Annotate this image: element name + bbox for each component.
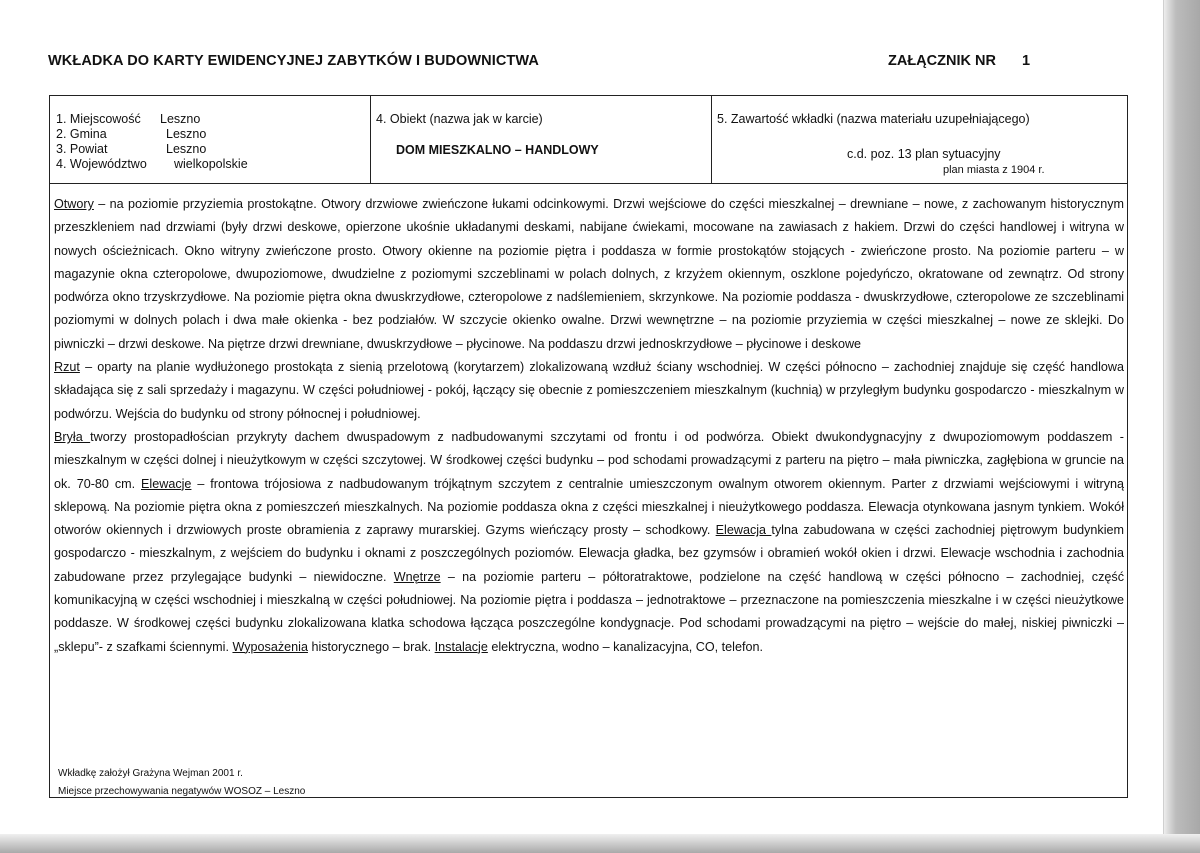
paragraph-rzut [54, 356, 1124, 426]
section-text: – na poziomie przyziemia prostokątne. Otwory drzwiowe zwieńczone łukami odcinkowymi. Drzwi wejściowe do części mieszkalnej – drewniane – nowe, z zachowanym historycznym przeszkleniem nad drzwiami (były drzwi deskowe, opierzone ukośnie układanymi deskami, nabijane ćwiekami, mocowane na zawiasach z hakiem. Drzwi do części handlowej i witryna w nowych ościeżnicach. Okno witryny zwieńczone prosto. Otwory okienne na poziomie piętra i poddasza w formie prostokątów stojących - zwieńczone prosto. Na poziomie parteru – w magazynie okna czteropolowe, dwupoziomowe, dwudzielne z poziomymi szczeblinami w polach dolnych, z krzyżem okiennym, oszklone pojedyńczo, okratowane od zewnątrz. Od strony podwórza okno trzyskrzydłowe. Na poziomie piętra okna dwuskrzydłowe, czteropolowe z nadślemieniem, skrzynkowe. Na poziomie poddasza - dwuskrzydłowe, czteropolowe ze szczeblinami poziomymi w dolnych polach i dwa małe okienka - bez podziałów. W szczycie okienko owalne. Drzwi wewnętrzne – na poziomie przyziemia w części mieszkalnej – nowe ze sklejki. Do piwniczki – drzwi deskowe. Na piętrze drzwi drewniane, dwuskrzydłowe – płycinowe. Na poddaszu drzwi jednoskrzydłowe – płycinowe i deskowe [54, 197, 1124, 351]
location-row [56, 127, 207, 142]
paragraph-bryla [54, 426, 1124, 659]
section-heading: Wyposażenia [232, 639, 308, 654]
negatives-location-line: Miejsce przechowywania negatywów WOSOZ – Leszno [58, 786, 306, 797]
contents-label: 5. Zawartość wkładki (nazwa materiału uzupełniającego) [717, 112, 1030, 126]
annex-label-text: ZAŁĄCZNIK NR [888, 53, 996, 69]
section-heading: Rzut [54, 360, 80, 375]
row-divider [50, 183, 1127, 184]
annex-number: 1 [1021, 53, 1031, 69]
location-value: wielkopolskie [174, 157, 248, 171]
section-heading: Elewacja [715, 523, 772, 538]
annex-label [888, 53, 1030, 69]
paragraph-otwory [54, 193, 1124, 356]
location-label: 1. Miejscowość [56, 112, 141, 126]
section-heading: Bryła [54, 429, 91, 444]
object-name: DOM MIESZKALNO – HANDLOWY [396, 143, 599, 157]
section-text: – na poziomie parteru – półtoratraktowe, podzielone na część handlową w części północno – zachodniej, część komunikacyjną w części wschodniej i mieszkalną w części południowej. Na poziomie piętra i poddasza – jednotraktowe – przeznaczone na pomieszczenia mieszkalne i w części nieużytkowe poddasze. W środkowej części budynku zlokalizowana klatka schodowa łącząca poszczególne kondygnacje. Pod schodami prowadzącymi na piętro – wejście do małej, niskiej piwniczki – „sklepu”- z szafkami ściennymi. [54, 569, 1124, 654]
description-body [54, 193, 1124, 659]
location-value: Leszno [166, 142, 207, 156]
column-divider [370, 96, 371, 183]
section-heading: Wnętrze [393, 569, 441, 584]
document-title: WKŁADKA DO KARTY EWIDENCYJNEJ ZABYTKÓW I BUDOWNICTWA [48, 53, 539, 69]
contents-line-1: c.d. poz. 13 plan sytuacyjny [847, 147, 1001, 161]
section-text: historycznego – brak. [307, 639, 435, 654]
section-text: tylna zabudowana w części zachodniej piętrowym budynkiem gospodarczo - mieszkalnym, z wejściem do budynku i oknami z poszczególnych poziomów. Elewacja gładka, bez gzymsów i obramień wokół okien i drzwi. Elewacje wschodnia i zachodnia zabudowane przez przylegające budynki – niewidoczne. [54, 523, 1124, 584]
object-cell [376, 112, 706, 157]
location-label: 4. Województwo [56, 157, 147, 171]
location-row [56, 142, 207, 157]
section-text: elektryczna, wodno – kanalizacyjna, CO, telefon. [487, 639, 763, 654]
scan-edge-right [1163, 0, 1200, 853]
section-heading: Otwory [54, 197, 94, 211]
section-text: – frontowa trójosiowa z nadbudowanym trójkątnym szczytem z centralnie umieszczonym owalnym otworem okiennym. Parter z drzwiami wejściowymi i witryną sklepową. Na poziomie piętra okna z pomieszczeń mieszkalnych. Na poziomie poddasza okna z części mieszkalnej i nieużytkowego poddasza. Elewacja otynkowana jasnym tynkiem. Wokół otworów okiennych i drzwiowych proste obramienia z zaprawy murarskiej. Gzyms wieńczący prosty – schodkowy. [54, 476, 1124, 538]
section-text: – oparty na planie wydłużonego prostokąta z sienią przelotową (korytarzem) zlokalizowaną wzdłuż ściany wschodniej. W części północno – zachodniej znajduje się część handlowa składająca się z sali sprzedaży i magazynu. W części południowej - pokój, łączący się obecnie z pomieszczeniem mieszkalnym (kuchnią) w przyległym budynku gospodarczo - mieszkalnym w podwórzu. Wejścia do budynku od strony północnej i południowej. [54, 360, 1124, 421]
contents-line-2: plan miasta z 1904 r. [943, 164, 1045, 176]
object-label: 4. Obiekt (nazwa jak w karcie) [376, 112, 543, 126]
location-cell [56, 112, 248, 172]
section-heading: Elewacje [141, 476, 192, 491]
column-divider [711, 96, 712, 183]
form-frame [49, 95, 1128, 798]
location-row [56, 157, 248, 172]
location-label: 3. Powiat [56, 142, 108, 156]
section-heading: Instalacje [434, 639, 488, 654]
scan-edge-bottom [0, 834, 1200, 853]
contents-cell [717, 112, 1117, 176]
section-text: tworzy prostopadłościan przykryty dachem dwuspadowym z nadbudowanymi szczytami od frontu i od podwórza. Obiekt dwukondygnacyjny z dwupoziomowym poddaszem - mieszkalnym w części dolnej i nieużytkowym w części szczytowej. W środkowej części budynku – pod schodami prowadzącymi z parteru na piętro – mała piwniczka, zagłębiona w gruncie na ok. 70-80 cm. [54, 429, 1124, 491]
location-value: Leszno [166, 127, 207, 141]
location-label: 2. Gmina [56, 127, 107, 141]
author-line: Wkładkę założył Grażyna Wejman 2001 r. [58, 768, 243, 779]
location-value: Leszno [160, 112, 201, 126]
location-row [56, 112, 201, 127]
